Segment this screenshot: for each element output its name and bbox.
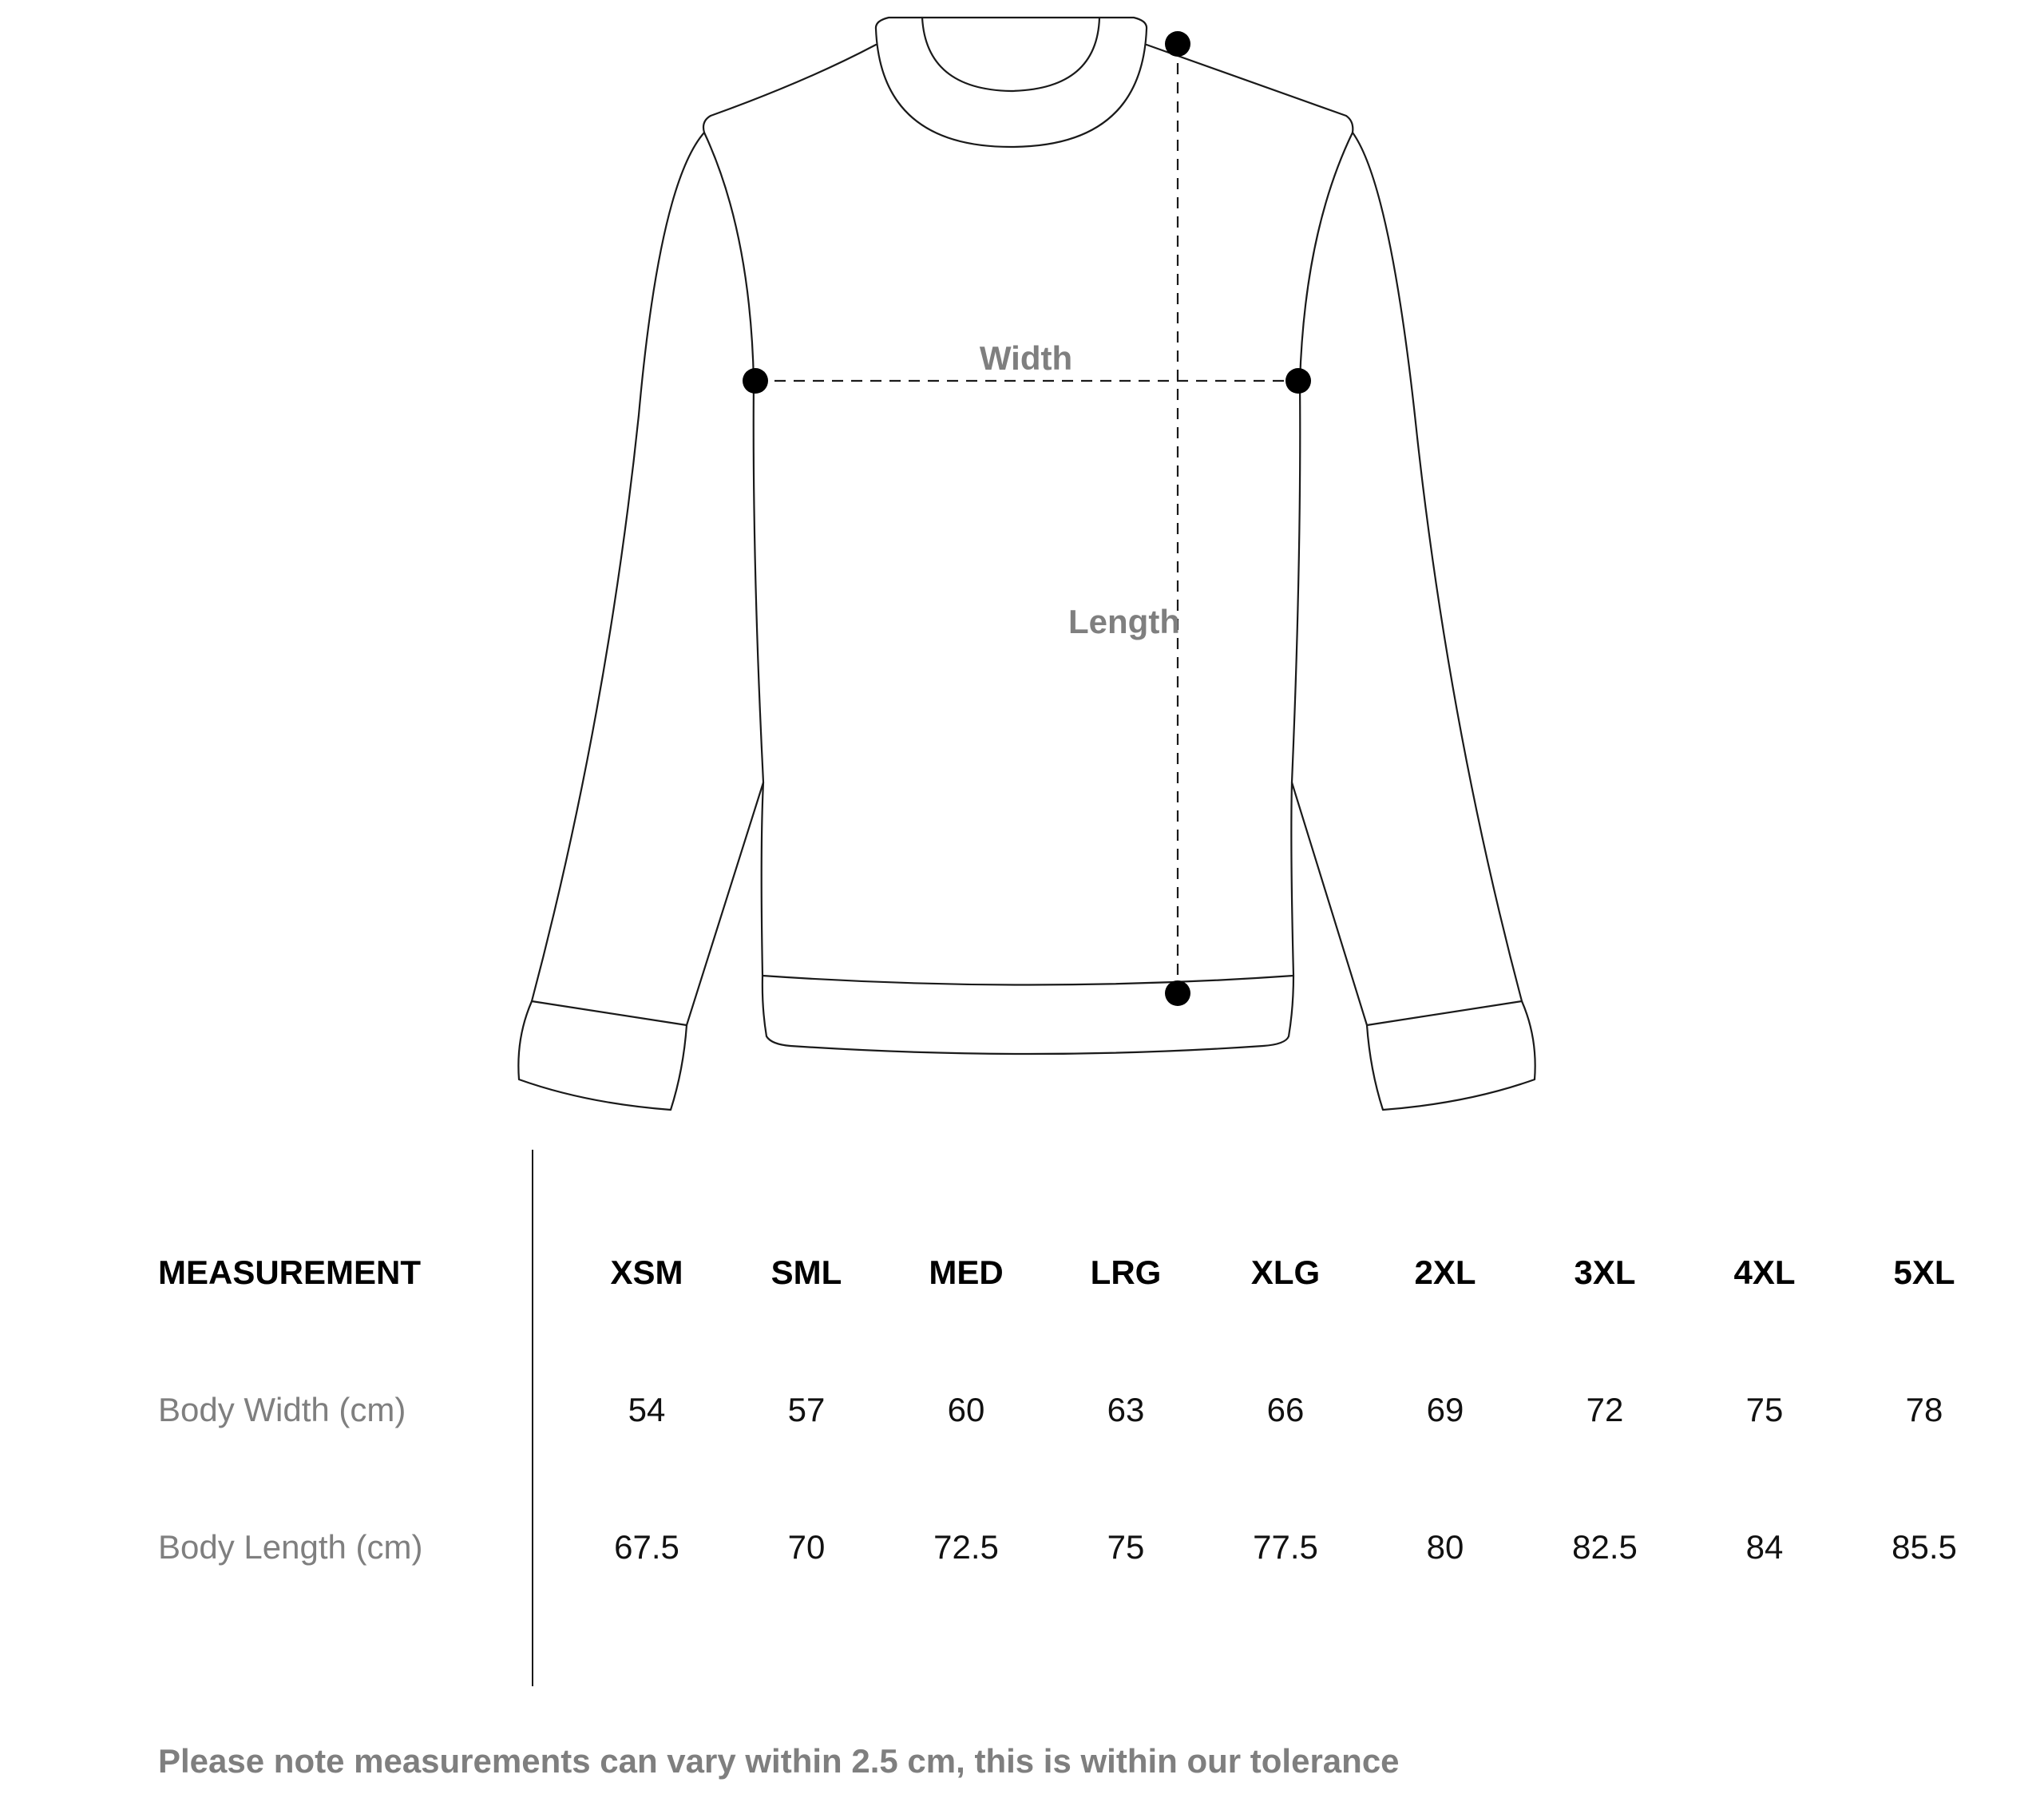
width-point-right <box>1285 368 1311 394</box>
body-width-value: 57 <box>787 1391 826 1428</box>
neck-band-inner <box>922 18 1099 91</box>
body-width-value: 63 <box>1107 1391 1145 1428</box>
body-length-value: 70 <box>787 1528 826 1566</box>
tolerance-note: Please note measurements can vary within 2.5 cm, this is within our tolerance <box>158 1742 1400 1780</box>
body-width-label: Body Width (cm) <box>158 1391 406 1428</box>
body-width-value: 66 <box>1266 1391 1305 1428</box>
size-header: LRG <box>1090 1254 1162 1291</box>
sweatshirt-body <box>703 45 1353 985</box>
body-length-value: 67.5 <box>614 1528 679 1566</box>
left-cuff <box>518 1001 687 1110</box>
size-header: 2XL <box>1414 1254 1476 1291</box>
length-label: Length <box>1068 603 1180 640</box>
body-length-value: 75 <box>1107 1528 1145 1566</box>
size-header: SML <box>770 1254 842 1291</box>
table-divider <box>532 1150 533 1686</box>
size-header: 3XL <box>1574 1254 1636 1291</box>
size-header: 4XL <box>1733 1254 1796 1291</box>
neck-band-outer <box>876 18 1147 147</box>
body-length-value: 84 <box>1745 1528 1784 1566</box>
body-length-label: Body Length (cm) <box>158 1528 423 1566</box>
body-length-value: 82.5 <box>1572 1528 1638 1566</box>
body-length-value: 72.5 <box>933 1528 999 1566</box>
body-width-value: 75 <box>1745 1391 1784 1428</box>
body-width-value: 60 <box>947 1391 985 1428</box>
width-label: Width <box>979 339 1073 377</box>
body-width-value: 78 <box>1905 1391 1943 1428</box>
body-width-value: 72 <box>1586 1391 1624 1428</box>
left-sleeve <box>532 133 763 1025</box>
size-header: MED <box>929 1254 1004 1291</box>
size-header: XSM <box>610 1254 683 1291</box>
measurement-header: MEASUREMENT <box>158 1254 422 1291</box>
right-cuff <box>1367 1001 1535 1110</box>
body-width-value: 69 <box>1426 1391 1464 1428</box>
width-point-left <box>743 368 768 394</box>
length-point-top <box>1165 31 1190 57</box>
waistband <box>763 976 1293 1054</box>
body-length-value: 85.5 <box>1891 1528 1957 1566</box>
body-length-value: 80 <box>1426 1528 1464 1566</box>
length-point-bottom <box>1165 980 1190 1006</box>
right-sleeve <box>1292 133 1522 1025</box>
size-header: XLG <box>1250 1254 1321 1291</box>
size-header: 5XL <box>1893 1254 1955 1291</box>
body-length-value: 77.5 <box>1253 1528 1318 1566</box>
body-width-value: 54 <box>628 1391 666 1428</box>
